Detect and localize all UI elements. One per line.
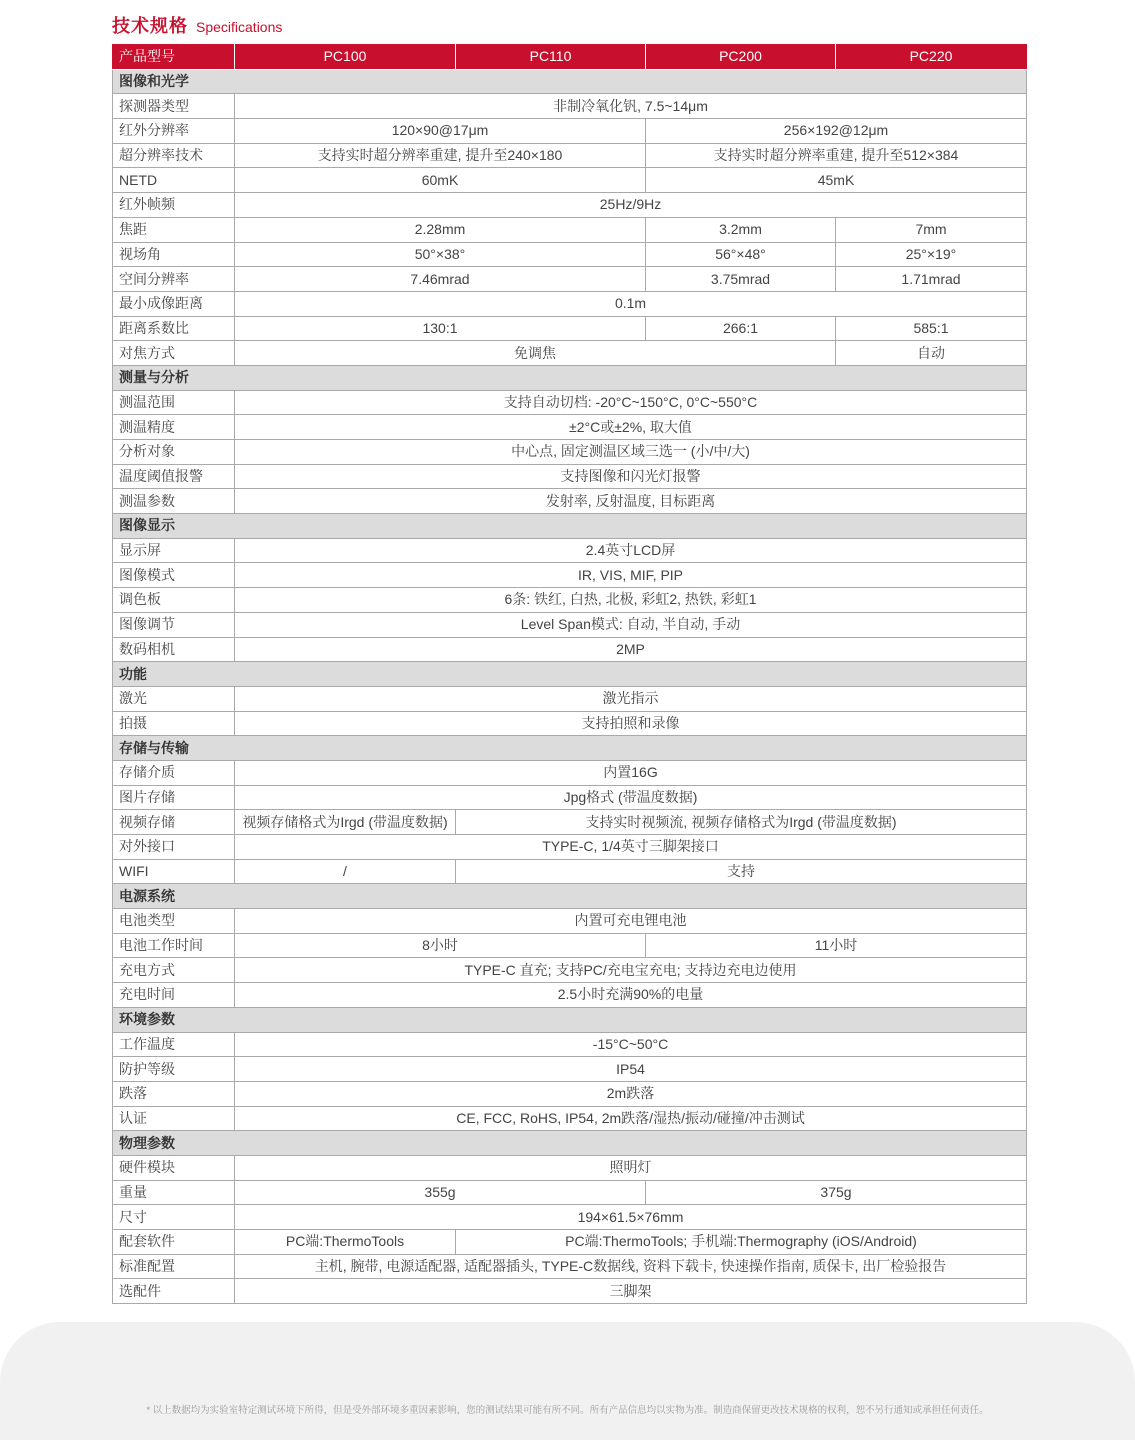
section-title: 测量与分析 (113, 365, 1027, 390)
spec-value: 3.2mm (646, 217, 836, 242)
section-title: 物理参数 (113, 1131, 1027, 1156)
spec-row (113, 1155, 1027, 1180)
spec-value: 355g (235, 1180, 646, 1205)
spec-label: 图片存储 (113, 785, 235, 810)
spec-label: 激光 (113, 686, 235, 711)
spec-label: NETD (113, 168, 235, 193)
spec-value: 56°×48° (646, 242, 836, 267)
spec-label: 认证 (113, 1106, 235, 1131)
heading-title-zh: 技术规格 (112, 16, 188, 36)
spec-row (113, 119, 1027, 144)
spec-row (113, 909, 1027, 934)
spec-row (113, 859, 1027, 884)
section-title: 存储与传输 (113, 736, 1027, 761)
spec-label: 硬件模块 (113, 1155, 235, 1180)
spec-value: -15°C~50°C (235, 1032, 1027, 1057)
spec-row (113, 1254, 1027, 1279)
section-title: 图像显示 (113, 514, 1027, 539)
spec-label: 测温范围 (113, 390, 235, 415)
spec-value: 8小时 (235, 933, 646, 958)
spec-value: IP54 (235, 1057, 1027, 1082)
spec-row (113, 1106, 1027, 1131)
spec-row (113, 390, 1027, 415)
spec-row (113, 637, 1027, 662)
section-header-row (113, 1131, 1027, 1156)
spec-row (113, 464, 1027, 489)
spec-label: 拍摄 (113, 711, 235, 736)
spec-label: 分析对象 (113, 440, 235, 465)
heading-title-en: Specifications (196, 19, 283, 35)
spec-label: 调色板 (113, 588, 235, 613)
spec-value: 0.1m (235, 291, 1027, 316)
model-header-cell: PC220 (836, 45, 1027, 70)
spec-row (113, 168, 1027, 193)
spec-value: Jpg格式 (带温度数据) (235, 785, 1027, 810)
spec-label: 探测器类型 (113, 94, 235, 119)
spec-label: 尺寸 (113, 1205, 235, 1230)
spec-label: 标准配置 (113, 1254, 235, 1279)
spec-value: Level Span模式: 自动, 半自动, 手动 (235, 612, 1027, 637)
spec-row (113, 612, 1027, 637)
section-title: 电源系统 (113, 884, 1027, 909)
spec-label: 显示屏 (113, 538, 235, 563)
section-header-row (113, 365, 1027, 390)
spec-value: 2.4英寸LCD屏 (235, 538, 1027, 563)
spec-header-row (113, 45, 1027, 70)
page-heading (112, 12, 282, 38)
spec-value: 主机, 腕带, 电源适配器, 适配器插头, TYPE-C数据线, 资料下载卡, 快速操作指南, 质保卡, 出厂检验报告 (235, 1254, 1027, 1279)
spec-value: 7.46mrad (235, 267, 646, 292)
spec-row (113, 686, 1027, 711)
spec-value: 发射率, 反射温度, 目标距离 (235, 489, 1027, 514)
spec-label: 距离系数比 (113, 316, 235, 341)
spec-value: 内置可充电锂电池 (235, 909, 1027, 934)
spec-row (113, 143, 1027, 168)
spec-value: IR, VIS, MIF, PIP (235, 563, 1027, 588)
spec-label: 数码相机 (113, 637, 235, 662)
spec-table (112, 44, 1027, 1304)
section-header-row (113, 884, 1027, 909)
section-header-row (113, 69, 1027, 94)
spec-value: 支持自动切档: -20°C~150°C, 0°C~550°C (235, 390, 1027, 415)
spec-value: 256×192@12μm (646, 119, 1027, 144)
spec-label: 测温参数 (113, 489, 235, 514)
spec-row (113, 1032, 1027, 1057)
spec-row (113, 267, 1027, 292)
spec-label: 对外接口 (113, 835, 235, 860)
spec-row (113, 1230, 1027, 1255)
spec-label: 红外帧频 (113, 193, 235, 218)
spec-label: 选配件 (113, 1279, 235, 1304)
spec-row (113, 785, 1027, 810)
spec-value: 三脚架 (235, 1279, 1027, 1304)
spec-row (113, 760, 1027, 785)
spec-value: 内置16G (235, 760, 1027, 785)
model-header-cell: PC200 (646, 45, 836, 70)
spec-label: 测温精度 (113, 415, 235, 440)
spec-value: 2m跌落 (235, 1081, 1027, 1106)
spec-row (113, 538, 1027, 563)
spec-value: 支持实时超分辨率重建, 提升至512×384 (646, 143, 1027, 168)
spec-value: 支持图像和闪光灯报警 (235, 464, 1027, 489)
section-title: 图像和光学 (113, 69, 1027, 94)
spec-label: 重量 (113, 1180, 235, 1205)
spec-row (113, 1081, 1027, 1106)
spec-label: 超分辨率技术 (113, 143, 235, 168)
spec-label: WIFI (113, 859, 235, 884)
spec-row (113, 291, 1027, 316)
spec-value: 2.28mm (235, 217, 646, 242)
spec-label: 视场角 (113, 242, 235, 267)
spec-label: 对焦方式 (113, 341, 235, 366)
spec-value: 585:1 (836, 316, 1027, 341)
spec-value: 3.75mrad (646, 267, 836, 292)
spec-value: 1.71mrad (836, 267, 1027, 292)
spec-value: ±2°C或±2%, 取大值 (235, 415, 1027, 440)
spec-label: 空间分辨率 (113, 267, 235, 292)
spec-value: 2.5小时充满90%的电量 (235, 983, 1027, 1008)
spec-label: 配套软件 (113, 1230, 235, 1255)
spec-label: 电池工作时间 (113, 933, 235, 958)
spec-value: PC端:ThermoTools; 手机端:Thermography (iOS/Android) (456, 1230, 1027, 1255)
spec-label: 工作温度 (113, 1032, 235, 1057)
spec-value: 激光指示 (235, 686, 1027, 711)
section-title: 功能 (113, 662, 1027, 687)
spec-label: 充电时间 (113, 983, 235, 1008)
spec-value: CE, FCC, RoHS, IP54, 2m跌落/湿热/振动/碰撞/冲击测试 (235, 1106, 1027, 1131)
spec-row (113, 588, 1027, 613)
spec-row (113, 316, 1027, 341)
spec-row (113, 94, 1027, 119)
spec-row (113, 217, 1027, 242)
spec-label: 视频存储 (113, 810, 235, 835)
model-label-cell: 产品型号 (113, 45, 235, 70)
spec-value: 375g (646, 1180, 1027, 1205)
spec-value: 25°×19° (836, 242, 1027, 267)
spec-value: 免调焦 (235, 341, 836, 366)
spec-label: 防护等级 (113, 1057, 235, 1082)
spec-value: TYPE-C 直充; 支持PC/充电宝充电; 支持边充电边使用 (235, 958, 1027, 983)
spec-value: 支持实时超分辨率重建, 提升至240×180 (235, 143, 646, 168)
spec-value: 支持实时视频流, 视频存储格式为Irgd (带温度数据) (456, 810, 1027, 835)
spec-label: 图像模式 (113, 563, 235, 588)
spec-value: / (235, 859, 456, 884)
section-header-row (113, 514, 1027, 539)
spec-row (113, 415, 1027, 440)
spec-value: 视频存储格式为Irgd (带温度数据) (235, 810, 456, 835)
spec-row (113, 810, 1027, 835)
spec-value: 50°×38° (235, 242, 646, 267)
spec-value: PC端:ThermoTools (235, 1230, 456, 1255)
spec-row (113, 242, 1027, 267)
spec-row (113, 193, 1027, 218)
spec-row (113, 1180, 1027, 1205)
spec-row (113, 1057, 1027, 1082)
spec-row (113, 563, 1027, 588)
spec-value: 7mm (836, 217, 1027, 242)
spec-label: 存储介质 (113, 760, 235, 785)
spec-row (113, 983, 1027, 1008)
spec-value: 11小时 (646, 933, 1027, 958)
spec-row (113, 1279, 1027, 1304)
spec-value: 60mK (235, 168, 646, 193)
spec-label: 图像调节 (113, 612, 235, 637)
model-header-cell: PC100 (235, 45, 456, 70)
spec-value: 自动 (836, 341, 1027, 366)
disclaimer-footnote: * 以上数据均为实验室特定测试环境下所得，但是受外部环境多重因素影响，您的测试结果可能有所不同。所有产品信息均以实物为准。制造商保留更改技术规格的权利，恕不另行通知或承担任何责任。 (146, 1405, 989, 1416)
spec-row (113, 835, 1027, 860)
section-title: 环境参数 (113, 1007, 1027, 1032)
spec-label: 红外分辨率 (113, 119, 235, 144)
section-header-row (113, 736, 1027, 761)
spec-row (113, 1205, 1027, 1230)
spec-value: TYPE-C, 1/4英寸三脚架接口 (235, 835, 1027, 860)
spec-value: 120×90@17μm (235, 119, 646, 144)
spec-value: 中心点, 固定测温区域三选一 (小/中/大) (235, 440, 1027, 465)
spec-label: 温度阈值报警 (113, 464, 235, 489)
section-header-row (113, 1007, 1027, 1032)
spec-value: 194×61.5×76mm (235, 1205, 1027, 1230)
spec-value: 266:1 (646, 316, 836, 341)
spec-value: 130:1 (235, 316, 646, 341)
spec-label: 电池类型 (113, 909, 235, 934)
spec-table-body (113, 69, 1027, 1303)
spec-row (113, 440, 1027, 465)
spec-label: 跌落 (113, 1081, 235, 1106)
spec-value: 支持 (456, 859, 1027, 884)
spec-label: 焦距 (113, 217, 235, 242)
spec-value: 支持拍照和录像 (235, 711, 1027, 736)
spec-value: 6条: 铁红, 白热, 北极, 彩虹2, 热铁, 彩虹1 (235, 588, 1027, 613)
section-header-row (113, 662, 1027, 687)
spec-row (113, 958, 1027, 983)
model-header-cell: PC110 (456, 45, 646, 70)
footer-panel (0, 1322, 1135, 1440)
spec-row (113, 711, 1027, 736)
spec-row (113, 933, 1027, 958)
spec-row (113, 341, 1027, 366)
spec-label: 最小成像距离 (113, 291, 235, 316)
spec-value: 非制冷氧化钒, 7.5~14μm (235, 94, 1027, 119)
spec-value: 照明灯 (235, 1155, 1027, 1180)
spec-value: 45mK (646, 168, 1027, 193)
spec-value: 25Hz/9Hz (235, 193, 1027, 218)
spec-row (113, 489, 1027, 514)
spec-label: 充电方式 (113, 958, 235, 983)
spec-value: 2MP (235, 637, 1027, 662)
